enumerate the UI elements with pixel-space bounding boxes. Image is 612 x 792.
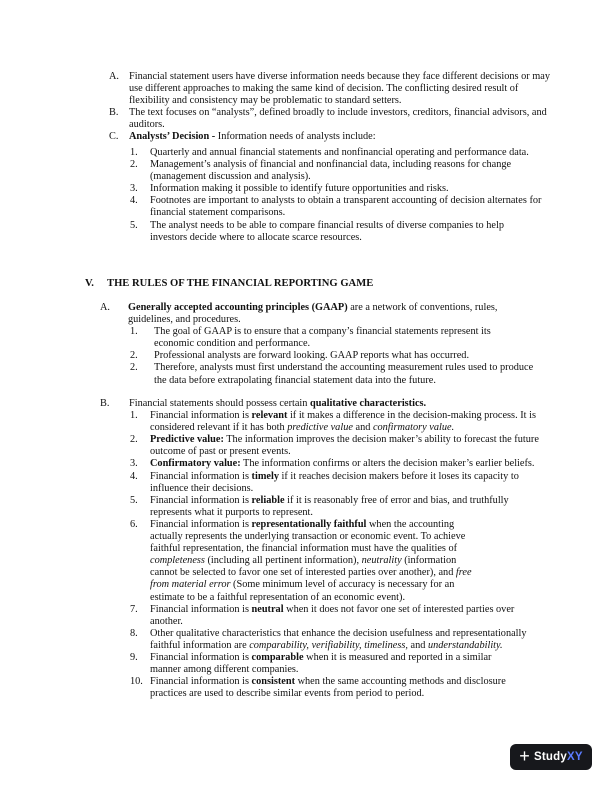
italic-term: free: [455, 567, 472, 579]
text-run: when it is measured and reported in a similar manner among different companies.: [150, 651, 492, 676]
list-item-b: [109, 107, 557, 131]
list-item: [130, 628, 550, 652]
text-run: when the accounting: [366, 518, 455, 530]
bold-term: timely: [251, 470, 279, 482]
item-text: [150, 434, 548, 458]
item-text: Management’s analysis of financial and nonfinancial data, including reasons for change (management discussion and analysis).: [150, 159, 512, 183]
analyst-needs-list: [0, 147, 612, 244]
item-bold-text: Analysts’ Decision -: [129, 131, 216, 143]
text-run: Financial information is: [150, 603, 252, 615]
studyxy-logo: [510, 744, 592, 770]
item-marker: 8.: [130, 627, 138, 639]
bold-term: relevant: [251, 410, 288, 422]
logo-brand-accent: XY: [566, 750, 583, 763]
list-item: [130, 471, 548, 495]
item-marker: 2.: [130, 350, 138, 362]
text-run: if it is reasonably free of error and bias, and truthfully represents what it purports to represent.: [150, 494, 509, 518]
list-item: [130, 676, 542, 700]
item-marker: 9.: [130, 651, 138, 663]
list-item: [130, 604, 548, 628]
list-item: [130, 362, 542, 386]
text-run: and: [352, 422, 373, 434]
item-text: [150, 410, 548, 434]
text-run: and: [407, 639, 428, 651]
item-text: Quarterly and annual financial statements and nonfinancial operating and performance data.: [150, 147, 529, 158]
section-marker: V.: [85, 278, 94, 289]
item-rest-text: Information needs of analysts include:: [215, 131, 376, 143]
italic-term: comparability, verifiability, timeliness,: [249, 639, 408, 651]
item-text: Information making it possible to identify future opportunities and risks.: [150, 183, 449, 195]
item-marker: 3.: [130, 183, 138, 195]
bold-term: consistent: [251, 676, 296, 688]
text-run: cannot be selected to favor one set of interested parties over another), and: [150, 567, 456, 579]
text-run: if it makes a difference in the decision-making process. It is considered relevant if it has both: [150, 410, 536, 434]
italic-term: understandability.: [427, 639, 503, 651]
list-item-qualitative: [100, 398, 540, 410]
text-run: Financial information is: [150, 651, 252, 663]
item-text: Footnotes are important to analysts to obtain a transparent accounting of decision alternates for financial statement comparisons.: [150, 195, 542, 219]
item-text: [150, 495, 548, 519]
item-marker: C.: [109, 131, 119, 143]
list-item-c: [109, 131, 549, 143]
list-item-gaap: [100, 302, 510, 326]
plus-icon: +: [519, 746, 530, 766]
italic-term: predictive value: [287, 422, 353, 434]
item-text: Financial statement users have diverse information needs because they face different decisions or may use different approaches to making the same kind of decision. The conflicting desired result of flexibility and consistency may be problematic to standard setters.: [129, 71, 550, 107]
text-run: The information improves the decision maker’s ability to forecast the future outcome of past or present events.: [150, 434, 539, 458]
italic-term: completeness: [150, 555, 205, 567]
item-marker: 2.: [130, 362, 138, 374]
item-marker: 4.: [130, 470, 138, 482]
list-item: [130, 220, 542, 244]
text-run: The information confirms or alters the decision maker’s earlier beliefs.: [240, 458, 535, 470]
text-run: (Some minimum level of accuracy is necessary for an: [230, 579, 455, 591]
item-text: [150, 628, 550, 652]
item-marker: 1.: [130, 410, 138, 422]
item-text: The goal of GAAP is to ensure that a company’s financial statements represent its economic condition and performance.: [154, 326, 491, 350]
list-item-representational: [130, 519, 550, 604]
item-text: [129, 131, 549, 143]
bold-term: comparable: [251, 651, 304, 663]
item-text: [150, 652, 502, 676]
item-marker: 1.: [130, 326, 138, 338]
item-marker: A.: [100, 302, 111, 313]
item-marker: 7.: [130, 603, 138, 615]
text-run: if it reaches decision makers before it loses its capacity to influence their decisions.: [150, 470, 519, 494]
text-run: faithful representation, the financial information must have the qualities of: [150, 543, 458, 555]
list-item: [130, 147, 542, 159]
gaap-block: [0, 302, 612, 387]
item-text: [128, 302, 510, 326]
item-text: The text focuses on “analysts”, defined broadly to include investors, creditors, financial advisors, and auditors.: [129, 107, 547, 131]
item-marker: A.: [109, 71, 120, 82]
item-text: Therefore, analysts must first understand the accounting measurement rules used to produce the data before extrapolating financial statement data into the future.: [154, 362, 534, 386]
text-run: Financial information is: [150, 410, 252, 422]
item-text: [150, 676, 542, 700]
item-marker: 6.: [130, 518, 138, 530]
text-run: Financial information is: [150, 494, 252, 506]
item-marker: B.: [109, 107, 119, 119]
text-run: Other qualitative characteristics that enhance the decision usefulness and representationally faithful information are: [150, 627, 527, 651]
item-text: [150, 519, 550, 604]
bold-term: reliable: [251, 494, 285, 506]
item-marker: B.: [100, 398, 110, 409]
text-run: (information: [401, 555, 457, 567]
list-item: [130, 434, 548, 458]
qual-bold-text: qualitative characteristics.: [310, 398, 427, 409]
item-text: [150, 471, 548, 495]
list-item-a: [109, 71, 553, 107]
list-item: [130, 159, 542, 183]
list-item: [130, 326, 510, 350]
italic-term: neutrality: [361, 555, 402, 567]
item-text: [150, 458, 548, 470]
list-item: [130, 652, 502, 676]
item-text: Professional analysts are forward looking. GAAP reports what has occurred.: [154, 350, 470, 362]
qualitative-block: [0, 398, 612, 700]
item-marker: 5.: [130, 219, 138, 231]
text-run: (including all pertinent information),: [204, 555, 362, 567]
text-run: Financial information is: [150, 518, 252, 530]
list-item: [130, 195, 542, 219]
item-text: The analyst needs to be able to compare financial results of diverse companies to help investors decide where to allocate scarce resources.: [150, 219, 504, 243]
bold-term: Confirmatory value:: [150, 458, 241, 470]
item-marker: 2.: [130, 434, 138, 446]
list-item: [130, 410, 548, 434]
section-title: THE RULES OF THE FINANCIAL REPORTING GAME: [107, 278, 374, 289]
item-marker: 4.: [130, 195, 138, 207]
top-list: [0, 71, 612, 144]
item-marker: 5.: [130, 494, 138, 506]
item-text: [129, 398, 540, 410]
italic-term: from material error: [150, 579, 231, 591]
list-item: [130, 495, 548, 519]
bold-term: representationally faithful: [251, 518, 367, 530]
list-item: [130, 350, 530, 362]
bold-term: neutral: [251, 603, 284, 615]
text-run: when the same accounting methods and disclosure practices are used to describe similar events from period to period.: [150, 676, 506, 700]
item-marker: 3.: [130, 458, 138, 470]
text-run: Financial information is: [150, 470, 252, 482]
gaap-bold-text: Generally accepted accounting principles (GAAP): [128, 302, 348, 313]
list-item: [130, 458, 548, 470]
text-run: Financial information is: [150, 676, 252, 688]
text-run: estimate to be a faithful representation of an economic event).: [150, 591, 406, 603]
text-run: actually represents the underlying transaction or economic event. To achieve: [150, 531, 466, 543]
bold-term: Predictive value:: [150, 434, 224, 446]
logo-brand: Study: [534, 750, 567, 763]
item-text: [150, 604, 548, 628]
item-marker: 1.: [130, 147, 138, 158]
qual-text: Financial statements should possess certain: [129, 398, 311, 409]
text-run: when it does not favor one set of interested parties over another.: [150, 603, 515, 627]
item-marker: 10.: [130, 676, 143, 688]
italic-term: confirmatory value.: [372, 422, 455, 434]
gaap-rest-text: are a network of conventions, rules, guidelines, and procedures.: [128, 302, 498, 326]
list-item: [130, 183, 542, 195]
item-marker: 2.: [130, 159, 138, 171]
